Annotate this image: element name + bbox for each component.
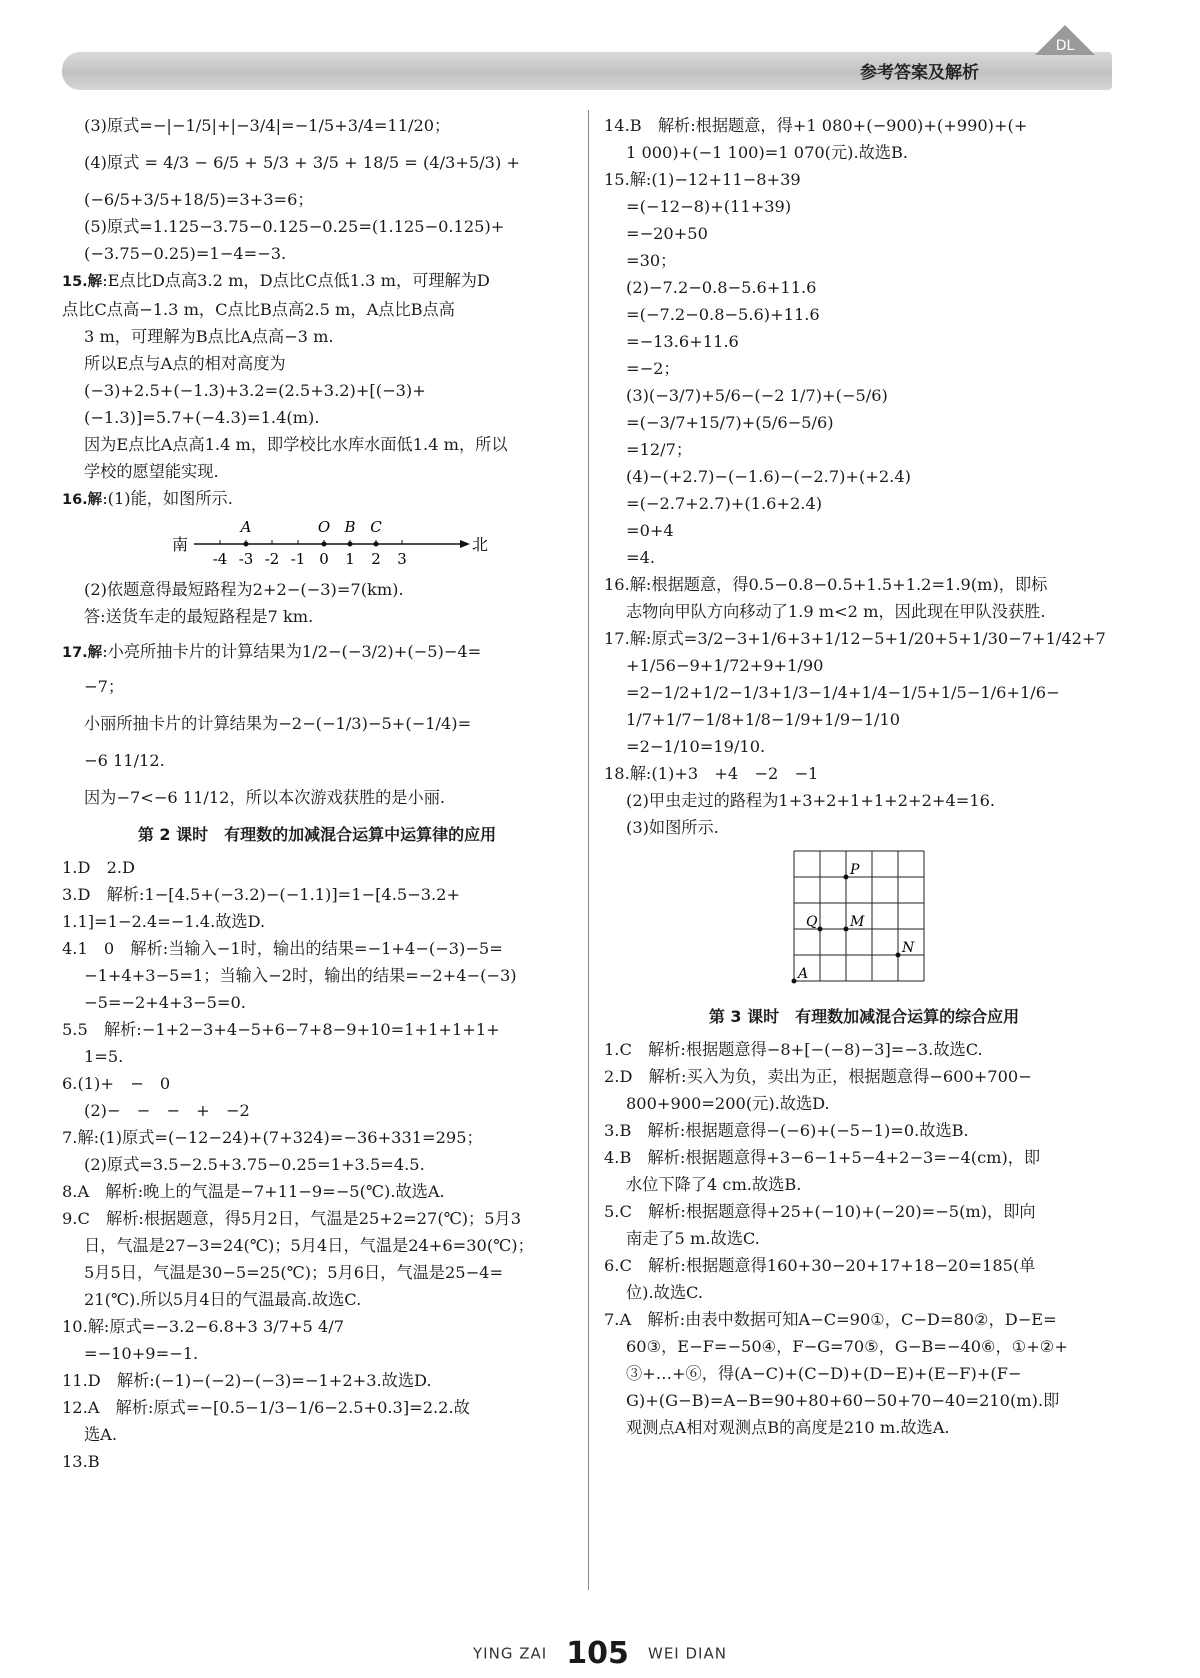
text-line: 3.B 解析:根据题意得−(−6)+(−5−1)=0.故选B. bbox=[604, 1121, 969, 1140]
text-line: =−20+50 bbox=[626, 224, 708, 243]
text-line: (4)原式 = 4/3 − 6/5 + 5/3 + 3/5 + 18/5 = (4/3+5/3) + bbox=[84, 153, 520, 172]
grid-point-label: A bbox=[798, 966, 809, 982]
text-line: 1=5. bbox=[84, 1047, 124, 1066]
section-title: 第 3 课时 有理数加减混合运算的综合应用 bbox=[708, 1007, 1020, 1026]
text-line: 6.C 解析:根据题意得160+30−20+17+18−20=185(单 bbox=[604, 1256, 1036, 1275]
text-line: −7； bbox=[84, 677, 125, 696]
south-label: 南 bbox=[172, 535, 189, 554]
left-column bbox=[62, 112, 572, 1475]
grid-point bbox=[818, 927, 823, 932]
svg-text:DL: DL bbox=[1055, 38, 1075, 54]
text-line: (3)(−3/7)+5/6−(−2 1/7)+(−5/6) bbox=[626, 386, 888, 405]
point-label: A bbox=[240, 518, 252, 536]
north-label: 北 bbox=[472, 535, 489, 554]
text-line: 3.D 解析:1−[4.5+(−3.2)−(−1.1)]=1−[4.5−3.2+ bbox=[62, 885, 461, 904]
text-line: 3 m，可理解为B点比A点高−3 m. bbox=[84, 327, 334, 346]
text-line: 6.(1)+ − 0 bbox=[62, 1074, 171, 1093]
question-15: 15.解:E点比D点高3.2 m，D点比C点低1.3 m，可理解为D bbox=[62, 271, 490, 290]
text-line: 南走了5 m.故选C. bbox=[626, 1229, 760, 1248]
text-line: 小丽所抽卡片的计算结果为−2−(−1/3)−5+(−1/4)= bbox=[84, 714, 472, 733]
text-line: =0+4 bbox=[626, 521, 674, 540]
text-line: (3)如图所示. bbox=[626, 818, 719, 837]
grid-figure bbox=[604, 843, 1124, 993]
footer bbox=[0, 1636, 1200, 1671]
footer-right: WEI DIAN bbox=[648, 1644, 727, 1663]
text-line: 观测点A相对观测点B的高度是210 m.故选A. bbox=[626, 1418, 950, 1437]
text-line: −6 11/12. bbox=[84, 751, 165, 770]
text-line: (−3.75−0.25)=1−4=−3. bbox=[84, 244, 287, 263]
text-line: 因为E点比A点高1.4 m，即学校比水库水面低1.4 m，所以 bbox=[84, 435, 508, 454]
text-line: =30； bbox=[626, 251, 677, 270]
tick-label: 0 bbox=[319, 550, 329, 568]
text-line: −1+4+3−5=1；当输入−2时，输出的结果=−2+4−(−3) bbox=[84, 966, 517, 985]
point-marker bbox=[322, 542, 327, 547]
text-line: 4.B 解析:根据题意得+3−6−1+5−4+2−3=−4(cm)，即 bbox=[604, 1148, 1041, 1167]
text-line: 5.C 解析:根据题意得+25+(−10)+(−20)=−5(m)，即向 bbox=[604, 1202, 1036, 1221]
logo-icon bbox=[1030, 20, 1100, 60]
text-line: 15.解:(1)−12+11−8+39 bbox=[604, 170, 801, 189]
text-line: 4.1 0 解析:当输入−1时，输出的结果=−1+4−(−3)−5= bbox=[62, 939, 503, 958]
grid-point bbox=[844, 927, 849, 932]
text-line: 16.解:根据题意，得0.5−0.8−0.5+1.5+1.2=1.9(m)，即标 bbox=[604, 575, 1048, 594]
text-line: 1.D 2.D bbox=[62, 858, 136, 877]
header-title: 参考答案及解析 bbox=[860, 63, 979, 83]
section-2-list bbox=[62, 854, 572, 1475]
text-line: =−10+9=−1. bbox=[84, 1344, 199, 1363]
text-line: 11.D 解析:(−1)−(−2)−(−3)=−1+2+3.故选D. bbox=[62, 1371, 432, 1390]
right-column bbox=[604, 112, 1124, 1441]
tick-label: -4 bbox=[212, 550, 228, 568]
text-line: =(−12−8)+(11+39) bbox=[626, 197, 792, 216]
text-line: 60③，E−F=−50④，F−G=70⑤，G−B=−40⑥，①+②+ bbox=[626, 1337, 1068, 1356]
grid-point bbox=[844, 875, 849, 880]
text-line: =4. bbox=[626, 548, 656, 567]
text-line: 7.A 解析:由表中数据可知A−C=90①，C−D=80②，D−E= bbox=[604, 1310, 1057, 1329]
text-line: (2)原式=3.5−2.5+3.75−0.25=1+3.5=4.5. bbox=[84, 1155, 425, 1174]
text-line: 5月5日，气温是30−5=25(℃)；5月6日，气温是25−4= bbox=[84, 1263, 504, 1282]
text-line: (2)依题意得最短路程为2+2−(−3)=7(km). bbox=[84, 580, 404, 599]
number-line-figure bbox=[62, 516, 562, 574]
text-line: (2)−7.2−0.8−5.6+11.6 bbox=[626, 278, 817, 297]
tick-label: 1 bbox=[345, 550, 355, 568]
text-line: 答:送货车走的最短路程是7 km. bbox=[84, 607, 314, 626]
text-line: (3)原式=−|−1/5|+|−3/4|=−1/5+3/4=11/20； bbox=[84, 116, 451, 135]
text-line: (2)甲虫走过的路程为1+3+2+1+1+2+2+4=16. bbox=[626, 791, 996, 810]
text-line: 13.B bbox=[62, 1452, 100, 1471]
text-line: (2)− − − + −2 bbox=[84, 1101, 250, 1120]
grid-point-label: M bbox=[850, 914, 865, 930]
text-line: =(−2.7+2.7)+(1.6+2.4) bbox=[626, 494, 823, 513]
question-label: 15.解 bbox=[62, 274, 103, 290]
point-label: B bbox=[344, 518, 356, 536]
point-label: O bbox=[317, 518, 331, 536]
question-16: 16.解:(1)能，如图所示. bbox=[62, 489, 233, 508]
point-label: C bbox=[370, 518, 382, 536]
text-line: 学校的愿望能实现. bbox=[84, 462, 219, 481]
text-line: 1/7+1/7−1/8+1/8−1/9+1/9−1/10 bbox=[626, 710, 901, 729]
grid-point-label: N bbox=[902, 940, 915, 956]
page-number: 105 bbox=[566, 1636, 629, 1671]
text-line: =(−3/7+15/7)+(5/6−5/6) bbox=[626, 413, 834, 432]
text-line: =12/7； bbox=[626, 440, 693, 459]
text-line: +1/56−9+1/72+9+1/90 bbox=[626, 656, 824, 675]
text-line: 5.5 解析:−1+2−3+4−5+6−7+8−9+10=1+1+1+1+ bbox=[62, 1020, 500, 1039]
column-divider bbox=[588, 110, 589, 1590]
text-line: 位).故选C. bbox=[626, 1283, 703, 1302]
text-line: 点比C点高−1.3 m，C点比B点高2.5 m，A点比B点高 bbox=[62, 300, 455, 319]
point-marker bbox=[244, 542, 249, 547]
text-line: 1.C 解析:根据题意得−8+[−(−8)−3]=−3.故选C. bbox=[604, 1040, 983, 1059]
tick-label: -3 bbox=[238, 550, 254, 568]
text-line: =−13.6+11.6 bbox=[626, 332, 739, 351]
text-line: 800+900=200(元).故选D. bbox=[626, 1094, 830, 1113]
point-marker bbox=[348, 542, 353, 547]
point-marker bbox=[374, 542, 379, 547]
text-line: =−2； bbox=[626, 359, 680, 378]
grid-point-label: P bbox=[850, 862, 860, 878]
text-line: =(−7.2−0.8−5.6)+11.6 bbox=[626, 305, 820, 324]
text-line: 18.解:(1)+3 +4 −2 −1 bbox=[604, 764, 819, 783]
text-line: (−1.3)]=5.7+(−4.3)=1.4(m). bbox=[84, 408, 320, 427]
text-line: −5=−2+4+3−5=0. bbox=[84, 993, 246, 1012]
text-line: 14.B 解析:根据题意，得+1 080+(−900)+(+990)+(+ bbox=[604, 116, 1028, 135]
text-line: (4)−(+2.7)−(−1.6)−(−2.7)+(+2.4) bbox=[626, 467, 911, 486]
grid-point bbox=[896, 953, 901, 958]
text-line: 7.解:(1)原式=(−12−24)+(7+324)=−36+331=295； bbox=[62, 1128, 483, 1147]
tick-label: 3 bbox=[397, 550, 407, 568]
text-line: 选A. bbox=[84, 1425, 118, 1444]
text-line: (−6/5+3/5+18/5)=3+3=6； bbox=[84, 190, 314, 209]
section-3-list bbox=[604, 1036, 1124, 1441]
text-line: ③+…+⑥，得(A−C)+(C−D)+(D−E)+(E−F)+(F− bbox=[626, 1364, 1022, 1383]
question-17: 17.解:小亮所抽卡片的计算结果为1/2−(−3/2)+(−5)−4= bbox=[62, 642, 482, 661]
text-line: =2−1/10=19/10. bbox=[626, 737, 766, 756]
tick-label: -2 bbox=[264, 550, 280, 568]
text-line: 1.1]=1−2.4=−1.4.故选D. bbox=[62, 912, 266, 931]
text-line: 2.D 解析:买入为负，卖出为正，根据题意得−600+700− bbox=[604, 1067, 1032, 1086]
question-label: 17.解 bbox=[62, 645, 103, 661]
footer-left: YING ZAI bbox=[473, 1644, 548, 1663]
text-line: G)+(G−B)=A−B=90+80+60−50+70−40=210(m).即 bbox=[626, 1391, 1060, 1410]
grid-point bbox=[792, 979, 797, 984]
question-label: 16.解 bbox=[62, 492, 103, 508]
text-line: 水位下降了4 cm.故选B. bbox=[626, 1175, 802, 1194]
text-line: 因为−7<−6 11/12，所以本次游戏获胜的是小丽. bbox=[84, 788, 446, 807]
text-line: 9.C 解析:根据题意，得5月2日，气温是25+2=27(℃)；5月3 bbox=[62, 1209, 522, 1228]
text-line: 21(℃).所以5月4日的气温最高.故选C. bbox=[84, 1290, 362, 1309]
right-list bbox=[604, 112, 1124, 841]
text-line: 8.A 解析:晚上的气温是−7+11−9=−5(℃).故选A. bbox=[62, 1182, 445, 1201]
tick-label: -1 bbox=[290, 550, 306, 568]
text-line: 1 000)+(−1 100)=1 070(元).故选B. bbox=[626, 143, 909, 162]
section-title: 第 2 课时 有理数的加减混合运算中运算律的应用 bbox=[137, 825, 497, 844]
tick-label: 2 bbox=[371, 550, 381, 568]
text-line: (5)原式=1.125−3.75−0.125−0.25=(1.125−0.125)+ bbox=[84, 217, 505, 236]
text-line: 12.A 解析:原式=−[0.5−1/3−1/6−2.5+0.3]=2.2.故 bbox=[62, 1398, 470, 1417]
text-line: 志物向甲队方向移动了1.9 m<2 m，因此现在甲队没获胜. bbox=[626, 602, 1046, 621]
text-line: =2−1/2+1/2−1/3+1/3−1/4+1/4−1/5+1/5−1/6+1/6− bbox=[626, 683, 1060, 702]
text-line: 10.解:原式=−3.2−6.8+3 3/7+5 4/7 bbox=[62, 1317, 345, 1336]
text-line: 所以E点与A点的相对高度为 bbox=[84, 354, 286, 373]
grid-point-label: Q bbox=[806, 914, 818, 930]
text-line: 17.解:原式=3/2−3+1/6+3+1/12−5+1/20+5+1/30−7+1/42+7 bbox=[604, 629, 1106, 648]
text-line: (−3)+2.5+(−1.3)+3.2=(2.5+3.2)+[(−3)+ bbox=[84, 381, 426, 400]
text-line: 日，气温是27−3=24(℃)；5月4日，气温是24+6=30(℃)； bbox=[84, 1236, 534, 1255]
